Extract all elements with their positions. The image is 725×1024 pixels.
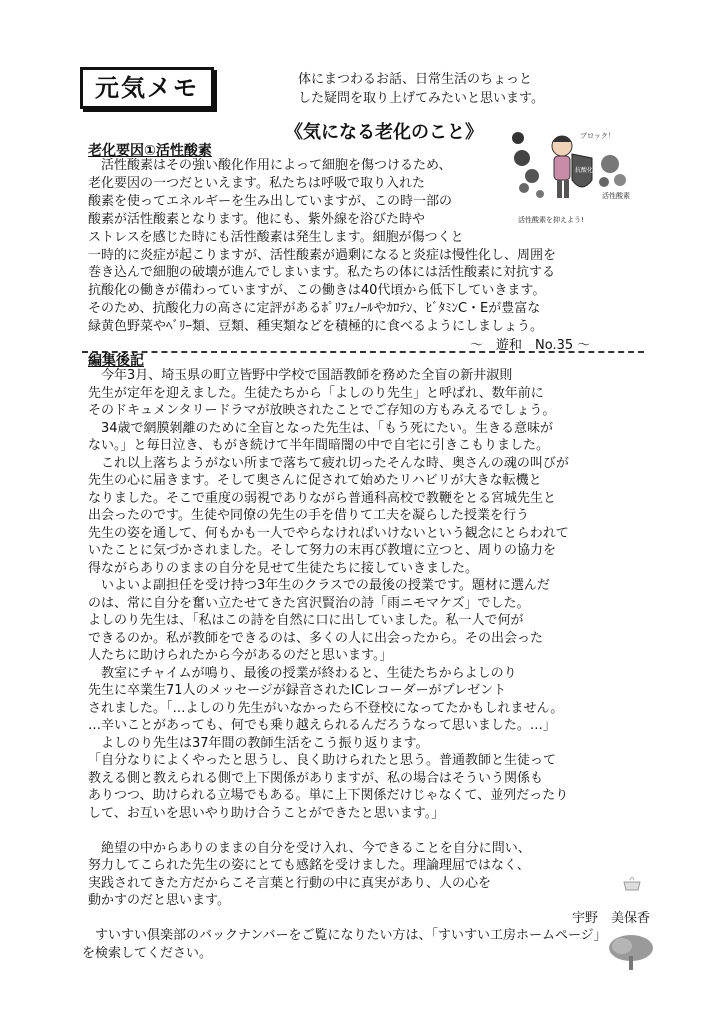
editorial-body: [88, 367, 569, 910]
editorial-heading: 編集後記: [88, 353, 144, 369]
editorial-line: 先生の心に届きます。そして奥さんに促されて始めたリハビリが大きな転機と: [88, 473, 542, 488]
article-line: 一時的に炎症が起こりますが、活性酸素が過剰になると炎症は慢性化し、周囲を: [88, 247, 557, 263]
editorial-line: 動かすのだと思います。: [88, 893, 230, 908]
editorial-line: できるのか。私が教師をできるのは、多くの人に出会ったから。その出会った: [88, 630, 544, 646]
editorial-line: なりました。そこで重度の弱視でありながら普通科高校で教鞭をとる宮城先生と: [88, 490, 557, 506]
editorial-line: よしのり先生は37年間の教師生活をこう振り返ります。: [88, 735, 429, 751]
editorial-line: いたことに気づかされました。そして努力の末再び教壇に立つと、周りの協力を: [88, 543, 557, 558]
editorial-line: ありつつ、助けられる立場でもある。単に上下関係だけじゃなくて、並列だったり: [88, 788, 569, 803]
editorial-line: 「自分なりによくやったと思うし、良く助けられたと思う。普通教師と生徒って: [88, 753, 557, 768]
editorial-line: 絶望の中からありのままの自分を受け入れ、今できることを自分に問い、: [88, 840, 531, 856]
intro-text: [298, 70, 588, 108]
editorial-line: 実践されてきた方だからこそ言葉と行動の中に真実があり、人の心を: [88, 875, 492, 891]
intro-line: した疑問を取り上げてみたいと思います。: [298, 91, 544, 106]
cup-icon: [620, 872, 644, 898]
article-body: [88, 157, 556, 336]
article-line: 抗酸化の働きが備わっていますが、この働きは40代頃から低下していきます。: [88, 283, 546, 299]
intro-line: 体にまつわるお話、日常生活のちょっと: [298, 72, 533, 87]
editorial-line: これ以上落ちようがない所まで落ちて疲れ切ったそんな時、奥さんの魂の叫びが: [88, 455, 569, 471]
editorial-line: 教える側と教えられる側で上下関係がありますが、私の場合はそういう関係も: [88, 770, 544, 786]
article-line: 酸素が活性酸素となります。他にも、紫外線を浴びた時や: [88, 211, 425, 227]
block-label: ブロック！: [580, 132, 615, 140]
editorial-line: よしのり先生は、「私はこの詩を自然に口に出していました。私一人で何が: [88, 613, 524, 628]
section-title-box: 元気メモ: [80, 67, 214, 109]
editorial-line: 努力してこられた先生の姿にとても感銘を受けました。理論理屈ではなく、: [88, 858, 530, 873]
footer-line: を検索してください。: [82, 946, 213, 961]
editorial-line: 出会ったのです。生徒や同僚の先生の手を借りて工夫を凝らした授業を行う: [88, 508, 529, 523]
editorial-line: 今年3月、埼玉県の町立皆野中学校で国語教師を務めた全盲の新井淑則: [88, 368, 513, 383]
editorial-line: いよいよ副担任を受け持つ3年生のクラスでの最後の授業です。題材に選んだ: [88, 578, 550, 593]
editorial-line: 教室にチャイムが鳴り、最後の授業が終わると、生徒たちからよしのり: [88, 665, 517, 681]
section-divider: [82, 351, 644, 353]
article-line: そのため、抗酸化力の高さに定評があるﾎﾟﾘﾌｪﾉｰﾙやｶﾛﾃﾝ、ﾋﾞﾀﾐﾝC・Eが豊富な: [88, 301, 541, 317]
editorial-line: 34歳で網膜剝離のために全盲となった先生は、「もう死にたい。生きる意味が: [88, 420, 554, 436]
article-heading: 《気になる老化のこと》: [285, 122, 483, 143]
tree-icon: [606, 932, 656, 978]
editorial-line: そのドキュメンタリードラマが放映されたことでご存知の方もみえるでしょう。: [88, 403, 556, 418]
editorial-line: ない。」と毎日泣き、もがき続けて半年間暗闇の中で自宅に引きこもりました。: [88, 438, 549, 453]
article-line: 巻き込んで細胞の破壊が進んでしまいます。私たちの体には活性酸素に対抗する: [88, 265, 555, 281]
illustration-caption: 活性酸素を抑えよう!: [518, 216, 584, 224]
editorial-line: 先生に卒業生71人のメッセージが録音されたICレコーダーがプレゼント: [88, 683, 507, 698]
editorial-line: して、お互いを思いやり助け合うことができたと思います。」: [88, 805, 445, 821]
editorial-line: …辛いことがあっても、何でも乗り越えられるんだろうなって思いました。…」: [88, 718, 556, 733]
article-line: 活性酸素はその強い酸化作用によって細胞を傷つけるため、: [88, 158, 452, 173]
article-line: ストレスを感じた時にも活性酸素は発生します。細胞が傷つくと: [88, 229, 464, 245]
editorial-line: [88, 822, 569, 840]
editorial-line: のは、常に自分を奮い立たせてきた宮沢賢治の詩「雨ニモマケズ」でした。: [88, 595, 530, 611]
article-subheading: 老化要因①活性酸素: [88, 143, 212, 159]
antioxidant-illustration: [510, 124, 640, 229]
editorial-line: されました。「…よしのり先生がいなかったら不登校になってたかもしれません。: [88, 700, 564, 716]
footer-note: [82, 927, 607, 963]
article-line: 緑黄色野菜やﾍﾞﾘｰ類、豆類、種実類などを積極的に食べるようにしましょう。: [88, 319, 544, 335]
article-line: 酸素を使ってエネルギーを生み出していますが、この時一部の: [88, 193, 453, 209]
editorial-line: 先生が定年を迎えました。生徒たちから「よしのり先生」と呼ばれ、数年前に: [88, 385, 544, 401]
shield-person-icon: [510, 124, 640, 229]
editorial-line: 人たちに助けられたから今があるのだと思います。」: [88, 648, 393, 663]
shield-label: 抗酸化: [575, 167, 594, 174]
editorial-line: 得ながらありのままの自分を見せて生徒たちに接していきました。: [88, 560, 479, 576]
footer-line: すいすい倶楽部のバックナンバーをご覧になりたい方は、「すいすい工房ホームページ」: [82, 928, 607, 943]
editorial-line: 先生の姿を通して、何もかも一人でやらなければいけないという観念にとらわれて: [88, 525, 569, 541]
oxygen-label: 活性酸素: [602, 192, 630, 200]
editorial-author: 宇野 美保香: [572, 911, 651, 926]
article-line: 老化要因の一つだといえます。私たちは呼吸で取り入れた: [88, 175, 425, 191]
article-signature: ～ 遊和 No.35 ～: [470, 338, 591, 353]
